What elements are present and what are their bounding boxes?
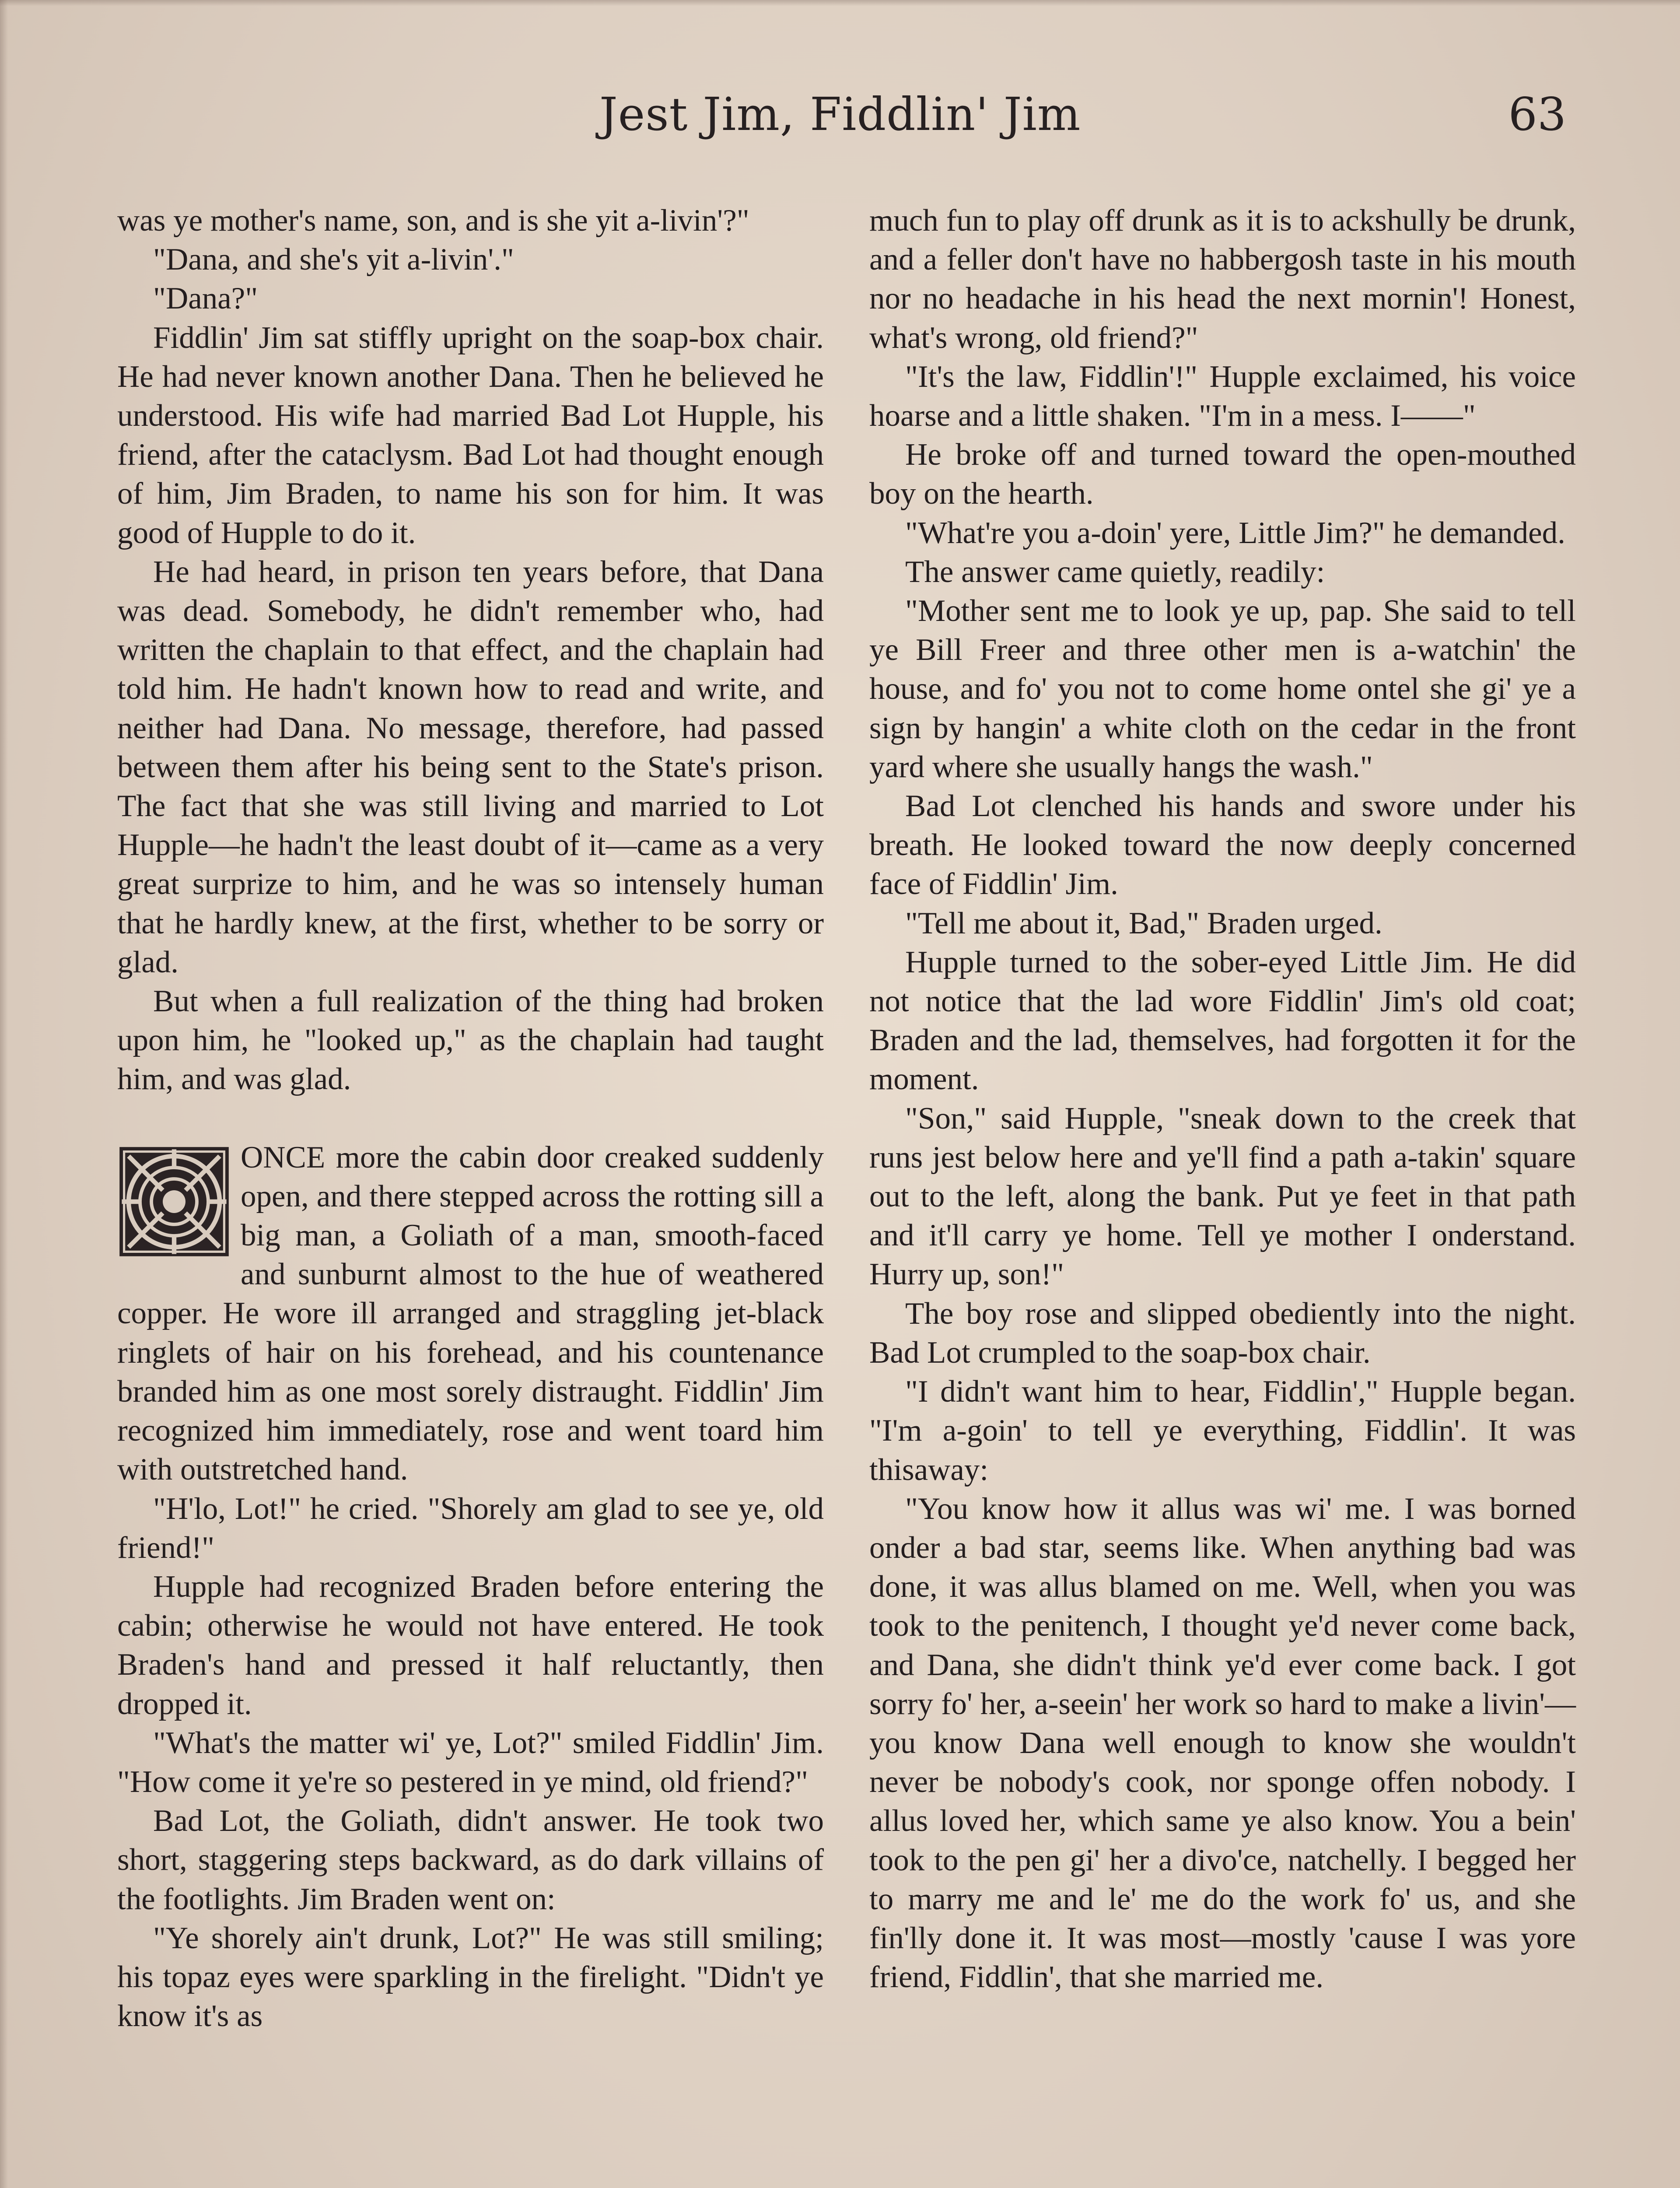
- paragraph: "H'lo, Lot!" he cried. "Shorely am glad to see ye, old friend!": [117, 1491, 824, 1565]
- right-column: [869, 201, 1576, 1997]
- paragraph: "Son," said Hupple, "sneak down to the creek that runs jest below here and ye'll find a path a-takin' square out to the left, along the bank. Put ye feet in that path and it'll carry ye home. Tell ye mother I onderstand. Hurry up, son!": [869, 1101, 1576, 1292]
- paragraph: Hupple had recognized Braden before entering the cabin; otherwise he would not have entered. He took Braden's hand and pressed it half reluctantly, then dropped it.: [117, 1569, 824, 1721]
- page-top-shadow: [0, 0, 1680, 6]
- paragraph: "Dana, and she's yit a-livin'.": [153, 242, 514, 277]
- paragraph: "What're you a-doin' yere, Little Jim?" he demanded.: [905, 515, 1565, 550]
- paragraph: He had heard, in prison ten years before, that Dana was dead. Somebody, he didn't remember who, had written the chaplain to that effect, and the chaplain had told him. He hadn't known how to read and write, and neither had Dana. No message, therefore, had passed between them after his being sent to the State's prison. The fact that she was still living and married to Lot Hupple—he hadn't the least doubt of it—came as a very great surprize to him, and he was so intensely human that he hardly knew, at the first, whether to be sorry or glad.: [117, 554, 824, 979]
- paragraph: "I didn't want him to hear, Fiddlin'," Hupple began. "I'm a-goin' to tell ye everything, Fiddlin'. It was thisaway:: [869, 1375, 1576, 1487]
- paragraph: Fiddlin' Jim sat stiffly upright on the soap-box chair. He had never known another Dana. Then he believed he understood. His wife had married Bad Lot Hupple, his friend, after the cataclysm. Bad Lot had thought enough of him, Jim Braden, to name his son for him. It was good of Hupple to do it.: [117, 320, 824, 550]
- paragraph: Bad Lot clenched his hands and swore under his breath. He looked toward the now deeply concerned face of Fiddlin' Jim.: [869, 789, 1576, 901]
- paragraph: The boy rose and slipped obediently into the night. Bad Lot crumpled to the soap-box chair.: [869, 1296, 1576, 1370]
- paragraph: Hupple turned to the sober-eyed Little Jim. He did not notice that the lad wore Fiddlin' Jim's old coat; Braden and the lad, themselves, had forgotten it for the moment.: [869, 945, 1576, 1097]
- paragraph-text: ONCE more the cabin door creaked suddenly open, and there stepped across the rotting sill a big man, a Goliath of a man, smooth-faced and sunburnt almost to the hue of weathered copper. He wore ill arranged and straggling jet-black ringlets of hair on his forehead, and his countenance branded him as one most sorely distraught. Fiddlin' Jim recognized him immediately, rose and went toard him with outstretched hand.: [117, 1140, 824, 1487]
- paragraph: "Dana?": [153, 281, 258, 316]
- paragraph: "You know how it allus was wi' me. I was borned onder a bad star, seems like. When anything bad was done, it was allus blamed on me. Well, when you was took to the penitench, I thought ye'd never come back, and Dana, she didn't think ye'd ever come back. I got sorry fo' her, a-seein' her work so hard to make a livin'—you know Dana well enough to know she wouldn't never be nobody's cook, nor sponge offen nobody. I allus loved her, which same ye also know. You a bein' took to the pen gi' her a divo'ce, natchelly. I begged her to marry me and le' me do the work fo' us, and she fin'lly done it. It was most—mostly 'cause I was yore friend, Fiddlin', that she married me.: [869, 1491, 1576, 1995]
- paragraph: But when a full realization of the thing had broken upon him, he "looked up," as the chaplain had taught him, and was glad.: [117, 984, 824, 1097]
- paragraph: Bad Lot, the Goliath, didn't answer. He took two short, staggering steps backward, as do dark villains of the footlights. Jim Braden went on:: [117, 1804, 824, 1916]
- paragraph: The answer came quietly, readily:: [905, 554, 1325, 589]
- paragraph: "What's the matter wi' ye, Lot?" smiled Fiddlin' Jim. "How come it ye're so pestered in ye mind, old friend?": [117, 1725, 824, 1799]
- paragraph: He broke off and turned toward the open-mouthed boy on the hearth.: [869, 438, 1576, 511]
- paragraph: "Ye shorely ain't drunk, Lot?" He was still smiling; his topaz eyes were sparkling in the firelight. "Didn't ye know it's as: [117, 1921, 824, 2034]
- page-edge-shadow: [0, 0, 8, 2188]
- paragraph: was ye mother's name, son, and is she yit a-livin'?": [117, 203, 749, 238]
- paragraph: much fun to play off drunk as it is to ackshully be drunk, and a feller don't have no habbergosh taste in his mouth nor no headache in his head the next mornin'! Honest, what's wrong, old friend?": [869, 203, 1576, 355]
- paragraph: "Mother sent me to look ye up, pap. She said to tell ye Bill Freer and three other men is a-watchin' the house, and fo' you not to come home ontel she gi' ye a sign by hangin' a white cloth on the cedar in the front yard where she usually hangs the wash.": [869, 594, 1576, 784]
- running-title: Jest Jim, Fiddlin' Jim: [599, 88, 1081, 141]
- celtic-knot-ornament-icon: [117, 1144, 231, 1259]
- paragraph: "It's the law, Fiddlin'!" Hupple exclaimed, his voice hoarse and a little shaken. "I'm in a mess. I——": [869, 359, 1576, 433]
- paragraph: "Tell me about it, Bad," Braden urged.: [905, 906, 1382, 940]
- left-column: [117, 201, 824, 2036]
- page-number: 63: [1508, 88, 1566, 141]
- paragraph-with-ornament: [117, 1138, 824, 1490]
